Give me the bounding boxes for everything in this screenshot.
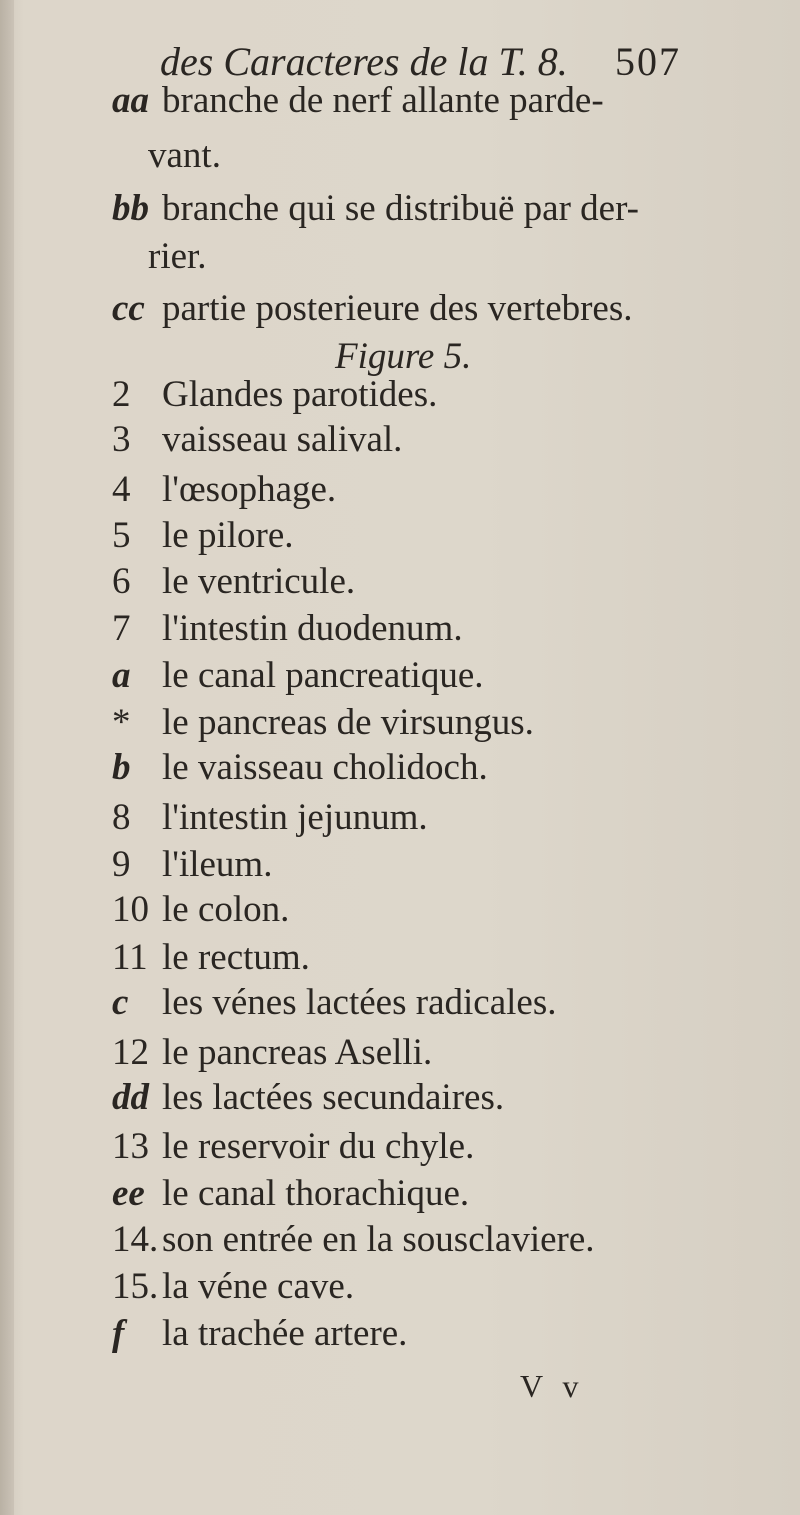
list-item-continuation xyxy=(0,238,207,275)
list-item xyxy=(0,290,633,327)
page-number: 507 xyxy=(615,39,681,84)
list-item xyxy=(0,82,604,119)
list-item xyxy=(0,1128,474,1165)
signature-mark: V v xyxy=(520,1368,585,1404)
item-marker: 6 xyxy=(112,561,131,602)
item-text: son entrée en la sousclaviere. xyxy=(162,1219,595,1260)
item-marker: 8 xyxy=(112,797,131,838)
item-text: le ventricule. xyxy=(162,561,356,602)
item-text: la véne cave. xyxy=(162,1266,355,1307)
list-item xyxy=(0,563,355,600)
item-marker: 7 xyxy=(112,608,131,649)
list-item-continuation xyxy=(0,137,221,174)
list-item xyxy=(0,1221,595,1258)
item-text: le canal pancreatique. xyxy=(162,655,484,696)
list-item xyxy=(0,1175,469,1212)
list-item xyxy=(0,749,488,786)
item-marker: dd xyxy=(112,1077,149,1118)
item-text: branche de nerf allante parde- xyxy=(162,80,604,121)
item-text: partie posterieure des vertebres. xyxy=(162,288,633,329)
item-text: le pancreas Aselli. xyxy=(162,1032,433,1073)
item-marker: 3 xyxy=(112,419,131,460)
item-marker: cc xyxy=(112,288,145,329)
item-text: le reservoir du chyle. xyxy=(162,1126,475,1167)
item-marker: bb xyxy=(112,188,149,229)
item-text: l'œsophage. xyxy=(162,469,337,510)
item-marker: 2 xyxy=(112,374,131,415)
item-text: branche qui se distribuë par der- xyxy=(162,188,639,229)
item-text: l'ileum. xyxy=(162,844,273,885)
item-marker: 15. xyxy=(112,1266,159,1307)
item-marker: 11 xyxy=(112,937,148,978)
item-marker: ee xyxy=(112,1173,145,1214)
item-marker: 13 xyxy=(112,1126,149,1167)
list-item xyxy=(0,517,294,554)
item-text: les lactées secundaires. xyxy=(162,1077,505,1118)
running-title: des Caracteres de la T. 8. xyxy=(160,39,568,84)
item-text: le vaisseau cholidoch. xyxy=(162,747,488,788)
figure-caption: Figure 5. xyxy=(335,336,472,377)
item-text: Glandes parotides. xyxy=(162,374,438,415)
list-item xyxy=(0,1268,354,1305)
item-text: le pilore. xyxy=(162,515,294,556)
item-marker: f xyxy=(112,1313,125,1354)
item-text: les vénes lactées radicales. xyxy=(162,982,557,1023)
item-marker: * xyxy=(112,702,131,743)
item-marker: a xyxy=(112,655,131,696)
item-text: l'intestin duodenum. xyxy=(162,608,463,649)
list-item xyxy=(0,1315,407,1352)
item-text: le canal thorachique. xyxy=(162,1173,470,1214)
running-header xyxy=(160,39,760,84)
list-item xyxy=(0,846,272,883)
item-text: le pancreas de virsungus. xyxy=(162,702,534,743)
list-item xyxy=(0,1079,504,1116)
item-marker: 14. xyxy=(112,1219,159,1260)
item-marker: 10 xyxy=(112,889,149,930)
item-marker: 4 xyxy=(112,469,131,510)
list-item xyxy=(0,984,556,1021)
list-item xyxy=(0,610,463,647)
item-marker: 9 xyxy=(112,844,131,885)
list-item xyxy=(0,471,336,508)
item-text: le colon. xyxy=(162,889,290,930)
list-item xyxy=(0,190,639,227)
item-marker: aa xyxy=(112,80,149,121)
list-item xyxy=(0,799,428,836)
item-text: la trachée artere. xyxy=(162,1313,408,1354)
item-text: le rectum. xyxy=(162,937,310,978)
item-marker: 5 xyxy=(112,515,131,556)
list-item xyxy=(0,657,484,694)
list-item xyxy=(0,891,289,928)
list-item xyxy=(0,704,534,741)
item-text: rier. xyxy=(148,236,207,277)
list-item xyxy=(0,1034,432,1071)
item-marker: 12 xyxy=(112,1032,149,1073)
list-item xyxy=(0,939,310,976)
item-marker: c xyxy=(112,982,129,1023)
item-text: vant. xyxy=(148,135,221,176)
list-item xyxy=(0,376,437,413)
item-text: vaisseau salival. xyxy=(162,419,403,460)
item-text: l'intestin jejunum. xyxy=(162,797,428,838)
list-item xyxy=(0,421,402,458)
item-marker: b xyxy=(112,747,131,788)
